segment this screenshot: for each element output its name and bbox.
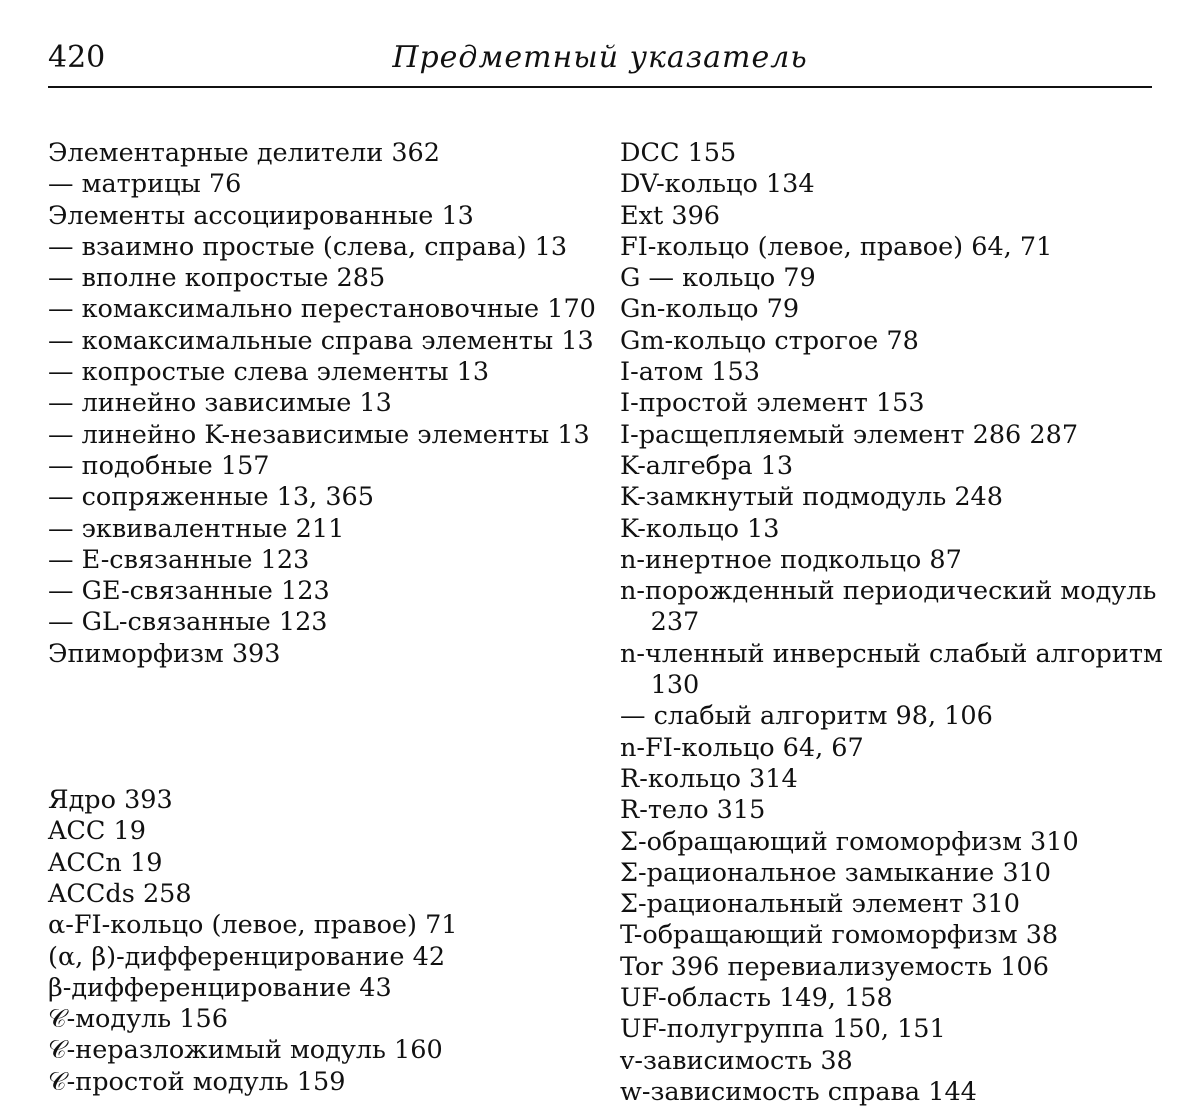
index-entry: — E-связанные 123 xyxy=(48,544,310,575)
index-entry: Ядро 393 xyxy=(48,785,173,816)
index-entry: FI-кольцо (левое, правое) 64, 71 xyxy=(620,231,1053,262)
index-entry: K-кольцо 13 xyxy=(620,513,780,544)
index-entry: (α, β)-дифференцирование 42 xyxy=(48,941,446,972)
index-entry: R-кольцо 314 xyxy=(620,763,798,794)
index-entry: n-инертное подкольцо 87 xyxy=(620,544,962,575)
index-entry: DCC 155 xyxy=(620,138,737,168)
index-entry: T-обращающий гомоморфизм 38 xyxy=(620,920,1059,951)
index-entry: Tor 396 перевиализуемость 106 xyxy=(620,951,1049,982)
index-entry: K-замкнутый подмодуль 248 xyxy=(620,482,1003,513)
index-entry: Σ-рациональное замыкание 310 xyxy=(620,857,1051,888)
index-entry: I-расщепляемый элемент 286 287 xyxy=(620,419,1079,450)
page-header xyxy=(48,40,1152,76)
index-entry: I-атом 153 xyxy=(620,357,760,388)
index-entry: ACC 19 xyxy=(48,816,146,847)
index-entry: n-членный инверсный слабый алгоритм 130 xyxy=(620,638,1163,701)
index-entry: n-порожденный периодический модуль 237 xyxy=(620,576,1157,638)
index-entry: 𝒞-модуль 156 xyxy=(48,1004,228,1035)
index-entry: G — кольцо 79 xyxy=(620,263,816,294)
index-entry: — копростые слева элементы 13 xyxy=(48,357,490,388)
index-entry: — сопряженные 13, 365 xyxy=(48,482,375,513)
index-entry: I-простой элемент 153 xyxy=(620,388,925,419)
index-entry: — комаксимально перестановочные 170 xyxy=(48,294,596,325)
index-entry: UF-область 149, 158 xyxy=(620,983,893,1014)
index-entry: — подобные 157 xyxy=(48,450,270,481)
index-entry: n-FI-кольцо 64, 67 xyxy=(620,732,864,763)
index-column-right xyxy=(620,138,1163,1108)
index-entry: K-алгебра 13 xyxy=(620,450,794,481)
index-entry: β-дифференцирование 43 xyxy=(48,972,392,1003)
index-entry: R-тело 315 xyxy=(620,795,766,826)
index-entry: 𝒞-простой модуль 159 xyxy=(48,1066,346,1097)
index-entry: — линейно K-независимые элементы 13 xyxy=(48,419,590,450)
index-entry: Σ-рациональный элемент 310 xyxy=(620,889,1020,920)
index-entry: — матрицы 76 xyxy=(48,169,242,200)
index-entry: ACCn 19 xyxy=(48,847,163,878)
running-title: Предметный указатель xyxy=(392,40,808,75)
index-entry: ACCds 258 xyxy=(48,878,192,909)
index-entry: — слабый алгоритм 98, 106 xyxy=(620,701,993,732)
index-entry: — комаксимальные справа элементы 13 xyxy=(48,325,594,356)
index-entry: Σ-обращающий гомоморфизм 310 xyxy=(620,826,1079,857)
header-rule xyxy=(48,86,1152,88)
index-entry: α-FI-кольцо (левое, правое) 71 xyxy=(48,910,458,941)
index-entry: — GE-связанные 123 xyxy=(48,576,330,607)
index-entry: v-зависимость 38 xyxy=(620,1045,853,1076)
index-entry: DV-кольцо 134 xyxy=(620,169,815,200)
index-entry: — эквивалентные 211 xyxy=(48,513,345,544)
index-entry: Gm-кольцо строгое 78 xyxy=(620,325,919,356)
index-entry: Ext 396 xyxy=(620,200,721,231)
index-entry: — взаимно простые (слева, справа) 13 xyxy=(48,231,568,262)
index-entry: w-зависимость справа 144 xyxy=(620,1076,977,1107)
index-entry: Gn-кольцо 79 xyxy=(620,294,800,325)
page-number: 420 xyxy=(48,40,106,75)
index-entry: UF-полугруппа 150, 151 xyxy=(620,1014,946,1045)
index-entry: — GL-связанные 123 xyxy=(48,607,328,638)
index-column-left xyxy=(48,138,596,1098)
index-entry: Элементарные делители 362 xyxy=(48,138,441,168)
index-entry: Эпиморфизм 393 xyxy=(48,638,281,669)
index-entry: Элементы ассоциированные 13 xyxy=(48,200,474,231)
index-entry: — вполне копростые 285 xyxy=(48,263,386,294)
index-entry: 𝒞-неразложимый модуль 160 xyxy=(48,1035,443,1066)
index-entry: — линейно зависимые 13 xyxy=(48,388,392,419)
